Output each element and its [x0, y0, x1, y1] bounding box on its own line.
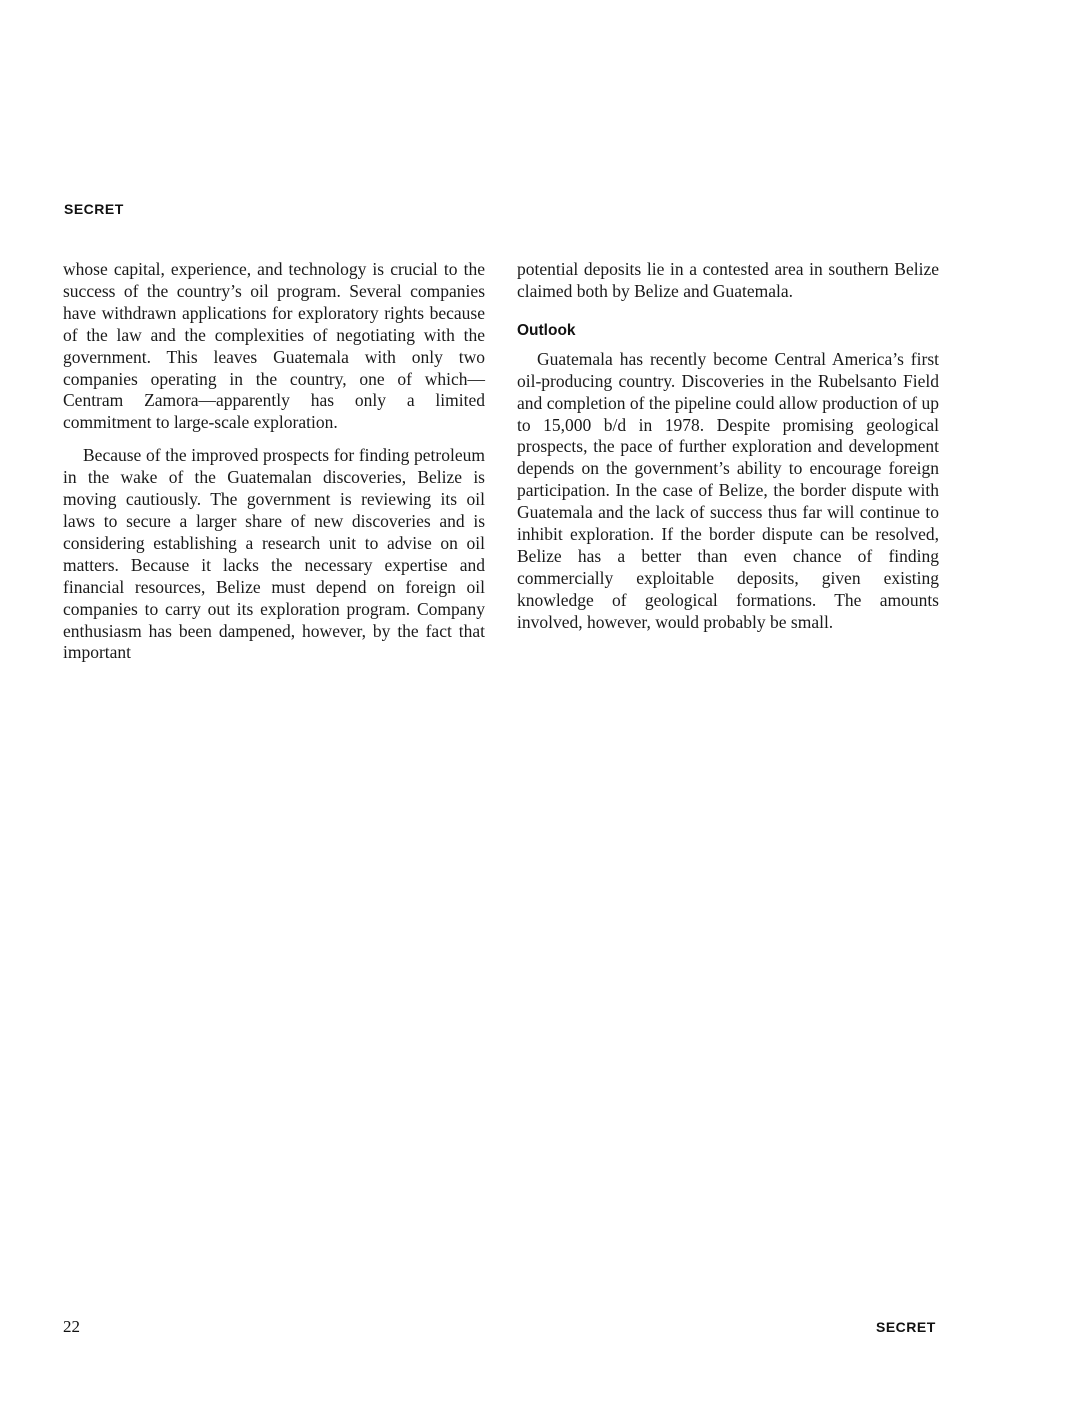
body-paragraph: whose capital, experience, and technology is crucial to the success of the country’s oil program. Several companies have withdrawn applications for exploratory rights because of the law and the complexities of negotiating with the government. This leaves Guatemala with only two companies operating in the country, one of which—Centram Zamora—apparently has only a limited commitment to large-scale exploration. [63, 259, 485, 433]
left-column [63, 259, 485, 675]
right-column [517, 259, 939, 645]
outlook-heading: Outlook [517, 321, 576, 339]
body-paragraph: Because of the improved prospects for finding petroleum in the wake of the Guatemalan discoveries, Belize is moving cautiously. The government is reviewing its oil laws to secure a larger share of new discoveries and is considering establishing a research unit to advise on oil matters. Because it lacks the necessary expertise and financial resources, Belize must depend on foreign oil companies to carry out its exploration program. Company enthusiasm has been dampened, however, by the fact that important [63, 445, 485, 663]
outlook-paragraph: Guatemala has recently become Central America’s first oil-producing country. Discoveries in the Rubelsanto Field and completion of the pipeline could allow production of up to 15,000 b/d in 1978. Despite promising geological prospects, the pace of further exploration and development depends on the government’s ability to encourage foreign participation. In the case of Belize, the border dispute with Guatemala and the lack of success thus far will continue to inhibit exploration. If the border dispute can be resolved, Belize has a better than even chance of finding commercially exploitable deposits, given existing knowledge of geological formations. The amounts involved, however, would probably be small. [517, 348, 939, 632]
footer-classification-marking: SECRET [876, 1319, 936, 1335]
header-classification-marking: SECRET [64, 201, 124, 217]
continued-paragraph: potential deposits lie in a contested area in southern Belize claimed both by Belize and Guatemala. [517, 259, 939, 301]
page-number: 22 [63, 1317, 80, 1336]
